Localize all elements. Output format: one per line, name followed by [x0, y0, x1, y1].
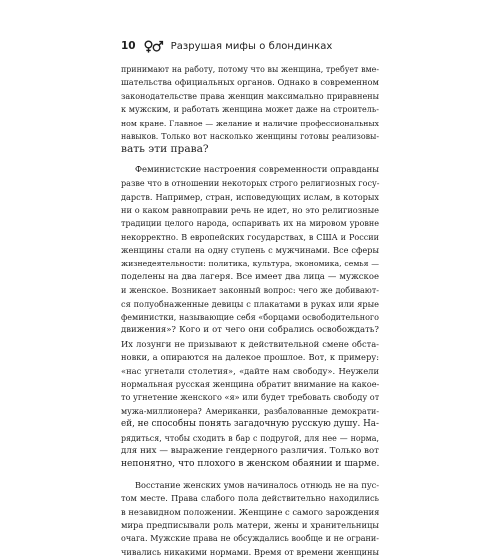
text-line: рядиться, чтобы сходить в бар с подругой, для нее — норма, [121, 433, 379, 443]
text-line: законодательстве права женщин максимально приравнены [121, 91, 379, 101]
text-line: новки, а опираются на далекое прошлое. Вот, к примеру: [121, 352, 379, 363]
text-line: традиции целого народа, оспаривать их на мировом уровне [121, 219, 379, 229]
paragraph-1 [121, 63, 379, 157]
text-line: мира предписывали роль матери, жены и хранительницы [121, 519, 379, 530]
paragraph-gap [121, 472, 379, 479]
text-line: движения»? Кого и от чего они собрались освобождать? [121, 325, 379, 336]
text-line: разве что в отношении некоторых строго религиозных госу- [121, 179, 380, 189]
text-line: том месте. Права слабого пола действительно находились [121, 493, 379, 504]
text-line: для них — выражение гендерного различия. Только вот [121, 445, 379, 456]
text-line: мужа-миллионера? Американки, разбалованные демократи- [121, 406, 379, 416]
running-title: Разрушая мифы о блондинках [170, 40, 333, 52]
text-line: непонятно, что плохого в женском обаянии и шарме. [121, 459, 380, 470]
text-line: чивались никакими нормами. Время от времени женщины [121, 546, 379, 557]
text-line: Феминистские настроения современности оправданы [135, 164, 379, 175]
paragraph-2 [121, 164, 379, 472]
paragraph-3 [121, 479, 379, 559]
text-line: Их лозунги не призывают к действительной смене обста- [121, 338, 379, 349]
text-line: шательства официальных органов. Однако в современном [121, 77, 379, 88]
text-line: ном кране. Главное — желание и наличие профессиональных [121, 118, 379, 128]
text-line: феминистки, называющие себя «борцами освободительного [121, 313, 379, 323]
text-line: жизнедеятельности: политика, культура, экономика, семья — [121, 259, 379, 269]
text-line: навыков. Только вот насколько женщины готовы реализовы- [121, 131, 379, 141]
page-number: 10 [121, 40, 136, 52]
text-line: «нас угнетали столетия», «дайте нам свободу». Неужели [121, 365, 379, 376]
body-text [121, 63, 379, 559]
text-line: ни о каком равноправии речь не идет, но это религиозные [121, 204, 379, 215]
text-line: женщины стали на одну ступень с мужчинами. Все сферы [121, 245, 379, 256]
text-line: очага. Мужские права не обсуждались вообще и не ограни- [121, 534, 379, 544]
venus-mars-icon [144, 40, 163, 53]
text-line: к мужским, и работать женщина может даже на строитель- [121, 105, 379, 115]
text-line: ся полуобнаженные девицы с плакатами в руках или ярые [121, 298, 379, 309]
text-line: принимают на работу, потому что вы женщина, требует вме- [121, 65, 379, 74]
text-line: в незавидном положении. Женщине с самого зарождения [121, 506, 380, 517]
text-line: некорректно. В европейских государствах, в США и России [121, 232, 379, 242]
text-line: дарств. Например, стран, исповедующих ислам, в которых [121, 191, 379, 202]
running-header [121, 38, 332, 54]
text-line: то угнетение женского «я» или будет требовать свободу от [121, 392, 380, 403]
text-line: ей, не способны понять загадочную русскую душу. На- [121, 419, 379, 430]
text-line: поделены на два лагеря. Все имеет два лица — мужское [121, 271, 379, 282]
text-line: вать эти права? [121, 143, 209, 156]
text-line: Восстание женских умов начиналось отнюдь не на пус- [135, 479, 379, 490]
paragraph-gap [121, 157, 379, 164]
text-line: нормальная русская женщина обратит внимание на какое- [121, 378, 380, 389]
text-line: и женское. Возникает законный вопрос: чего же добивают- [121, 286, 379, 296]
